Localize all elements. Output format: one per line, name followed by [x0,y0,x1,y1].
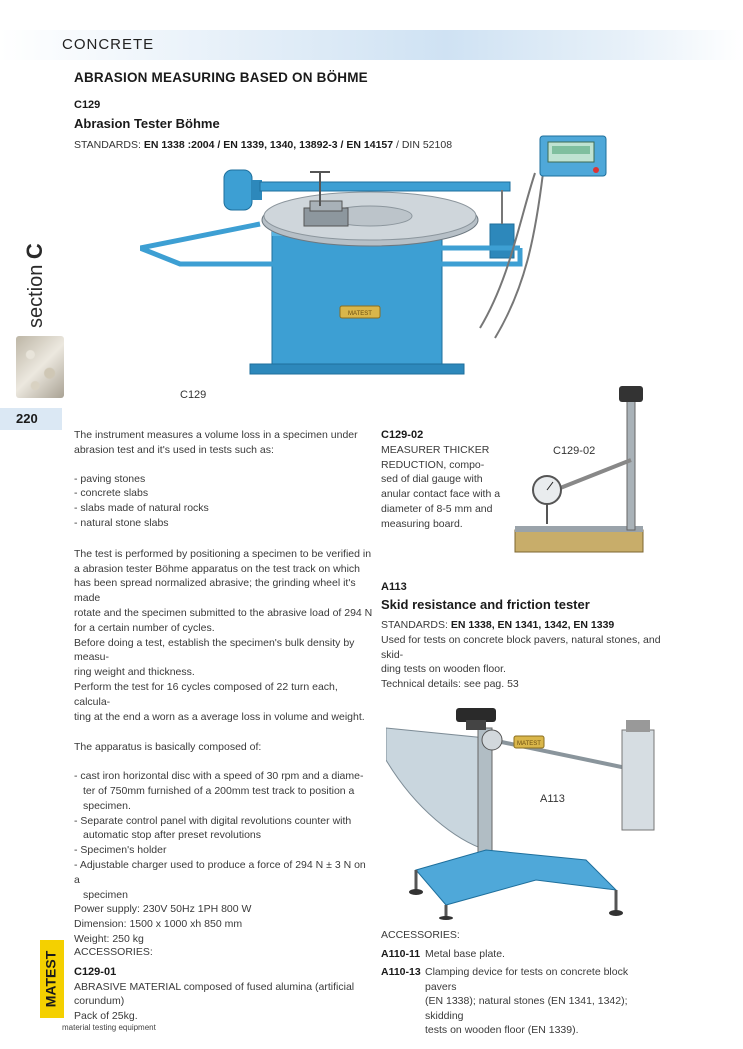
accessory-desc: (EN 1338); natural stones (EN 1341, 1342); skidding [425,995,628,1022]
a113-standards [381,618,681,692]
section-side-label [22,243,52,328]
accessory-desc-block [425,965,657,1038]
component-line: specimen [83,888,128,901]
footer-tagline: material testing equipment [62,1023,156,1032]
c129-accessories [74,945,374,1024]
tester-plate-text: MATEST [517,741,541,747]
c129-02-desc: REDUCTION, compo- [381,458,485,471]
matest-logo [40,940,64,1018]
a113-code: A113 [381,581,407,593]
component-line: - Adjustable charger used to produce a force of 294 N ± 3 N on a [74,858,366,886]
section-side-prefix: section [25,264,47,328]
component-line: - Separate control panel with digital revolutions counter with [74,814,352,827]
c129-description [74,428,374,947]
accessory-desc: Clamping device for tests on concrete block pavers [425,966,629,993]
a113-name: Skid resistance and friction tester [381,597,590,612]
a113-standards-bold: EN 1338, EN 1341, 1342, EN 1339 [450,619,615,631]
a113-desc: Technical details: see pag. 53 [381,678,519,691]
accessory-desc: tests on wooden floor (EN 1339). [425,1024,579,1036]
standards-bold: EN 1338 :2004 / EN 1339, 1340, 13892-3 / EN 14157 [143,139,394,151]
section-side-letter: C [22,243,47,260]
accessory-code: A110-11 [381,948,421,960]
component-line: ter of 750mm furnished of a 200mm test track to position a [83,784,355,797]
accessory-code: C129-01 [74,965,117,978]
spec-line: Weight: 250 kg [74,932,144,945]
use-item: - paving stones [74,472,146,485]
machine-plate-text: MATEST [348,311,372,317]
use-item: - slabs made of natural rocks [74,502,209,515]
accessories-label: ACCESSORIES: [74,946,153,958]
composition-intro: The apparatus is basically composed of: [74,741,262,754]
accessory-desc: ABRASIVE MATERIAL composed of fused alumina (artificial corundum) [74,980,355,1008]
procedure-line: rotate and the specimen submitted to the abrasive load of 294 N [74,606,373,619]
c129-02-desc: anular contact face with a [381,488,501,501]
procedure-line: a abrasion tester Böhme apparatus on the test track on which [74,562,360,575]
accessory-desc: Pack of 25kg. [74,1010,138,1023]
spec-line: Power supply: 230V 50Hz 1PH 800 W [74,903,252,916]
c129-02-block [381,428,501,532]
c129-code: C129 [74,99,101,111]
component-line: - Specimen's holder [74,844,167,857]
c129-02-code: C129-02 [381,429,424,441]
intro-line: The instrument measures a volume loss in a specimen under [74,429,358,441]
page-number: 220 [16,411,38,426]
section-heading: ABRASION MEASURING BASED ON BÖHME [74,70,368,85]
a113-tester-image [386,700,666,920]
procedure-line: ting at the end a worn as a average loss in volume and weight. [74,710,365,723]
c129-machine-image [140,128,620,390]
a113-accessory [381,947,671,963]
c129-02-desc: diameter of 8-5 mm and [381,502,493,515]
component-line: - cast iron horizontal disc with a speed of 30 rpm and a diame- [74,770,364,783]
spec-line: Dimension: 1500 x 1000 xh 850 mm [74,918,243,931]
accessory-desc: Metal base plate. [425,948,505,960]
c129-name: Abrasion Tester Böhme [74,116,220,131]
use-item: - concrete slabs [74,487,149,500]
procedure-line: for a certain number of cycles. [74,621,215,634]
c129-02-desc: sed of dial gauge with [381,473,483,486]
concrete-sample-thumbnail [16,336,64,398]
c129-02-desc: MEASURER THICKER [381,443,490,456]
accessory-code: A110-13 [381,966,421,978]
standards-tail: / DIN 52108 [393,139,453,151]
c129-02-image-caption: C129-02 [553,445,596,457]
a113-desc: Used for tests on concrete block pavers, natural stones, and skid- [381,633,661,661]
procedure-line: Perform the test for 16 cycles composed of 22 turn each, calcula- [74,680,338,708]
procedure-line: has been spread normalized abrasive; the grinding wheel it's made [74,577,356,605]
component-line: automatic stop after preset revolutions [83,829,262,842]
logo-text: MATEST [42,950,59,1008]
standards-label: STANDARDS: [74,139,144,151]
category-title: CONCRETE [62,36,155,53]
use-item: - natural stone slabs [74,516,169,529]
a113-desc: ding tests on wooden floor. [381,663,506,676]
intro-line: abrasion test and it's used in tests such as: [74,443,274,456]
procedure-line: The test is performed by positioning a specimen to be verified in [74,547,372,560]
a113-image-caption: A113 [540,793,565,805]
a113-standards-label: STANDARDS: [381,619,451,631]
procedure-line: ring weight and thickness. [74,666,195,679]
a113-accessories-label: ACCESSORIES: [381,929,460,941]
c129-image-caption: C129 [180,389,207,401]
a113-accessory [381,965,671,1036]
c129-02-desc: measuring board. [381,517,463,530]
component-line: specimen. [83,799,131,812]
procedure-line: Before doing a test, establish the specimen's bulk density by measu- [74,636,355,664]
c129-02-gauge-image [505,380,655,570]
a113-standards-line [381,618,681,633]
